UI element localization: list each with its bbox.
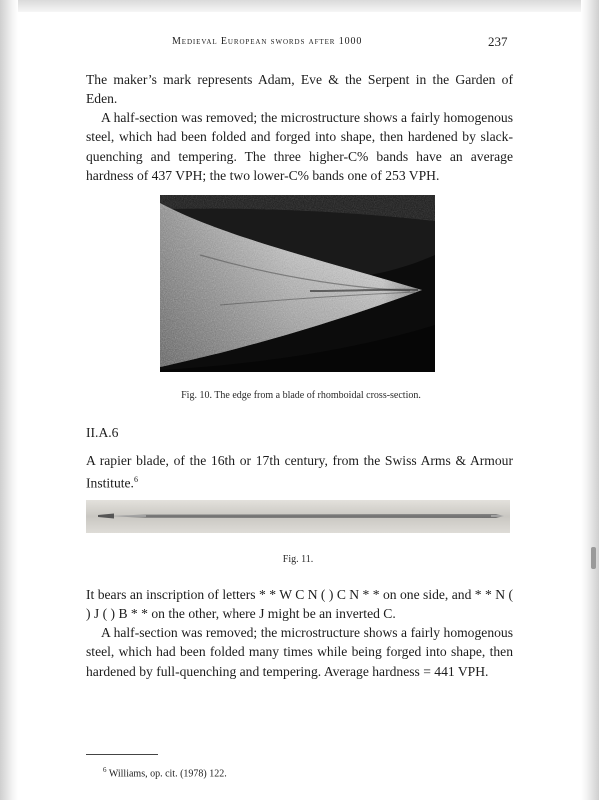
rapier-text: A rapier blade, of the 16th or 17th century, from the Swiss Arms & Armour Institute. xyxy=(86,453,513,491)
micrograph-blade-edge-image xyxy=(160,195,435,372)
section-heading: II.A.6 xyxy=(86,425,119,440)
scrollbar-thumb[interactable] xyxy=(591,547,596,569)
footnote-number: 6 xyxy=(103,766,107,774)
micrograph-illustration xyxy=(160,195,435,372)
figure-10-caption: Fig. 10. The edge from a blade of rhomboidal cross-section. xyxy=(181,390,421,401)
footnote-text: Williams, op. cit. (1978) 122. xyxy=(108,768,227,780)
paragraph-makers-mark: The maker’s mark represents Adam, Eve & the Serpent in the Garden of Eden. xyxy=(86,72,513,107)
rapier-illustration xyxy=(86,500,510,533)
figure-11-caption: Fig. 11. xyxy=(282,554,314,565)
page-number: 237 xyxy=(488,34,508,49)
rapier-blade-image xyxy=(86,500,510,533)
footnote-divider xyxy=(86,754,158,755)
paragraph-microstructure-1: A half-section was removed; the microstructure shows a fairly homogenous steel, which had been folded and forged into shape, then hardened by slack-quenching and tempering. The three higher-C% bands have an average hardness of 437 VPH; the two lower-C% bands one of 253 VPH. xyxy=(86,110,513,183)
footnote xyxy=(103,766,227,779)
paragraph-rapier-blade xyxy=(86,451,513,493)
paragraph-microstructure-2: A half-section was removed; the microstructure shows a fairly homogenous steel, which had been folded many times while being forged into shape, then hardened by full-quenching and tempering. Average hardness = 441 VPH. xyxy=(86,625,513,679)
running-head: Medieval European swords after 1000 xyxy=(172,36,363,47)
paragraph-inscription: It bears an inscription of letters * * W C N ( ) C N * * on one side, and * * N ( ) J ( ) B * * on the other, where J might be an inverted C. xyxy=(86,587,513,622)
footnote-ref: 6 xyxy=(133,475,138,485)
